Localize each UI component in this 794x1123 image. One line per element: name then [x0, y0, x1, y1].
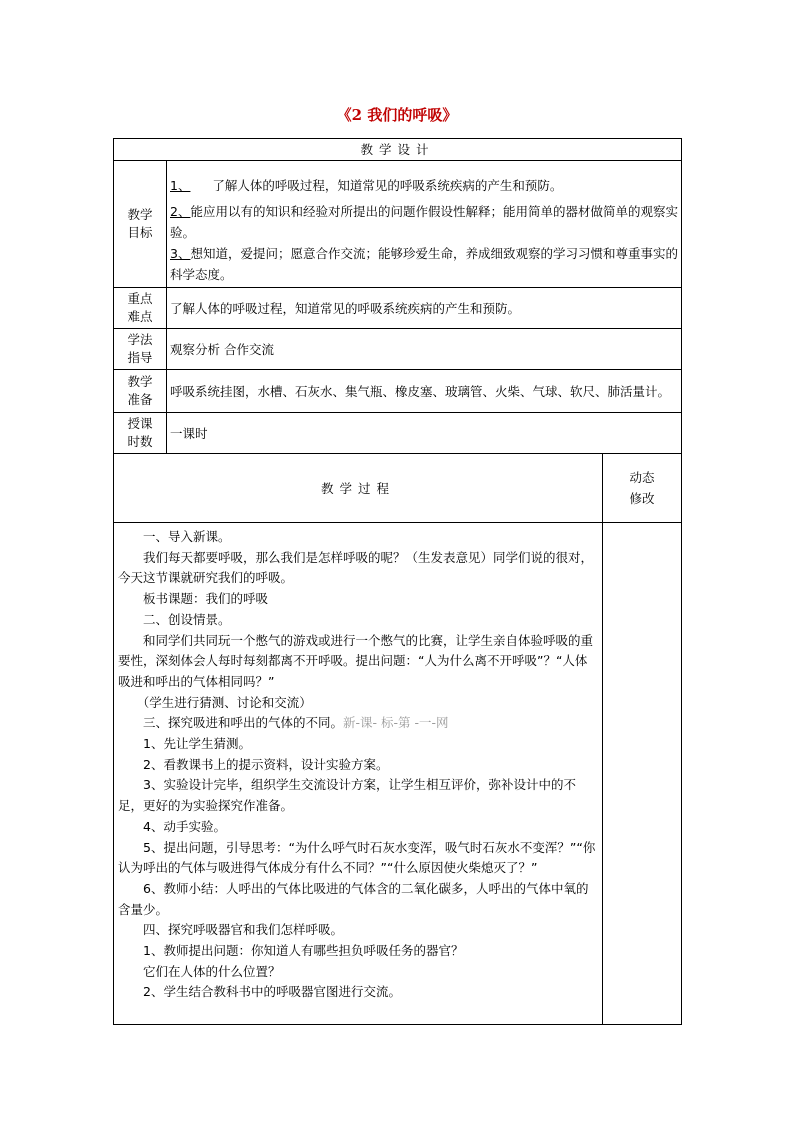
dynamic-header: 动态 修改 — [603, 454, 682, 523]
hours-value: 一课时 — [167, 413, 682, 454]
dynamic-edit-cell — [603, 523, 682, 1025]
process-header-row — [114, 454, 682, 523]
process-line: 和同学们共同玩一个憋气的游戏或进行一个憋气的比赛，让学生亲自体验呼吸的重要性，深刻体会人每时每刻都离不开呼吸。提出问题：“人为什么离不开呼吸”？“人体吸进和呼出的气体相同吗？” — [118, 632, 594, 689]
goals-row — [114, 161, 682, 288]
hours-label: 授课 时数 — [114, 413, 167, 454]
hours-row — [114, 413, 682, 454]
process-line: 我们每天都要呼吸，那么我们是怎样呼吸的呢？（生发表意见）同学们说的很对，今天这节课就研究我们的呼吸。 — [118, 549, 594, 586]
process-header: 教学过程 — [114, 454, 603, 523]
process-line: 4、动手实验。 — [143, 818, 226, 834]
process-line: 5、提出问题，引导思考：“为什么呼气时石灰水变浑，吸气时石灰水不变浑？”“你认为呼出的气体与吸进得气体成分有什么不同？”“什么原因使火柴熄灭了？” — [118, 839, 596, 876]
goal-item-2: 2、能应用以有的知识和经验对所提出的问题作假设性解释；能用简单的器材做简单的观察实验。 — [170, 204, 678, 240]
design-header-row — [114, 139, 682, 161]
goals-label: 教学 目标 — [114, 161, 167, 288]
process-line: 1、先让学生猜测。 — [143, 736, 251, 752]
process-line: 二、创设情景。 — [143, 611, 231, 627]
process-line: 板书课题：我们的呼吸 — [143, 591, 269, 607]
goal-item-3: 3、想知道，爱提问；愿意合作交流；能够珍爱生命，养成细致观察的学习习惯和尊重事实的科学态度。 — [170, 246, 678, 282]
process-line: 3、实验设计完毕，组织学生交流设计方案，让学生相互评价，弥补设计中的不足，更好的为实验探究作准备。 — [118, 777, 576, 814]
process-line: 6、教师小结：人呼出的气体比吸进的气体含的二氧化碳多，人呼出的气体中氧的含量少。 — [118, 880, 589, 917]
method-value: 观察分析 合作交流 — [167, 329, 682, 370]
method-row — [114, 329, 682, 370]
key-points-row — [114, 288, 682, 329]
document-title: 《2 我们的呼吸》 — [336, 106, 458, 124]
prep-value: 呼吸系统挂图，水槽、石灰水、集气瓶、橡皮塞、玻璃管、火柴、气球、软尺、肺活量计。 — [167, 370, 682, 413]
lesson-plan-table — [113, 138, 682, 1025]
watermark-text: 新-课- 标-第 -一-网 — [343, 715, 449, 731]
key-points-label: 重点 难点 — [114, 288, 167, 329]
method-label: 学法 指导 — [114, 329, 167, 370]
process-line: （学生进行猜测、讨论和交流） — [136, 694, 312, 710]
process-line: 2、学生结合教科书中的呼吸器官图进行交流。 — [143, 984, 401, 1000]
process-line: 四、探究呼吸器官和我们怎样呼吸。 — [143, 922, 344, 938]
process-line: 2、看教课书上的提示资料，设计实验方案。 — [143, 756, 389, 772]
process-line: 三、探究吸进和呼出的气体的不同。新-课- 标-第 -一-网 — [143, 715, 449, 731]
process-content — [114, 523, 603, 1025]
goals-content — [167, 161, 682, 288]
process-row — [114, 523, 682, 1025]
process-line: 一、导入新课。 — [143, 529, 231, 544]
process-line: 1、教师提出问题：你知道人有哪些担负呼吸任务的器官？ — [143, 943, 464, 959]
process-line: 它们在人体的什么位置？ — [143, 963, 281, 979]
design-header: 教学设计 — [114, 139, 682, 161]
prep-row — [114, 370, 682, 413]
prep-label: 教学 准备 — [114, 370, 167, 413]
goal-item-1: 1、 了解人体的呼吸过程，知道常见的呼吸系统疾病的产生和预防。 — [170, 178, 563, 193]
key-points-value: 了解人体的呼吸过程，知道常见的呼吸系统疾病的产生和预防。 — [167, 288, 682, 329]
